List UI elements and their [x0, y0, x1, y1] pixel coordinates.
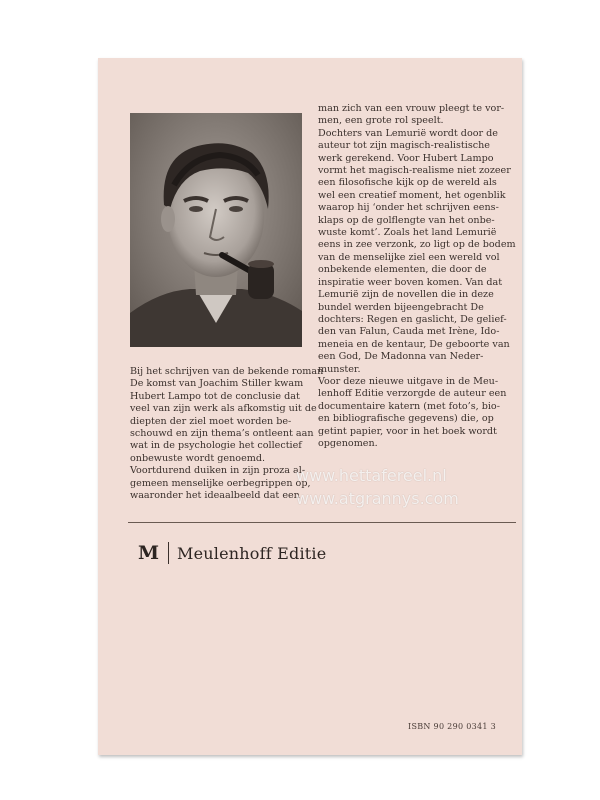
- watermark-text: www.atgrannys.com: [296, 489, 459, 508]
- text-line: een filosofische kijk op de wereld als: [318, 177, 497, 189]
- left-text-column: [130, 366, 324, 502]
- right-text-column: [318, 103, 516, 450]
- text-line: vormt het magisch-realisme niet zozeer: [318, 165, 511, 177]
- book-back-cover: [98, 58, 522, 755]
- publisher-logo: M: [138, 542, 160, 564]
- text-line: onbekende elementen, die door de: [318, 264, 487, 276]
- text-line: lenhoff Editie verzorgde de auteur een: [318, 388, 507, 400]
- text-line: Dochters van Lemurië wordt door de: [318, 127, 498, 139]
- text-line: eens in zee verzonk, zo ligt op de bodem: [318, 239, 516, 251]
- text-line: Bij het schrijven van de bekende roman: [130, 366, 324, 377]
- text-line: Voor deze nieuwe uitgave in de Meu-: [318, 375, 499, 387]
- watermark-text: www.hettafereel.nl: [296, 466, 447, 485]
- text-line: auteur tot zijn magisch-realistische: [318, 140, 490, 152]
- text-line: wat in de psychologie het collectief: [130, 440, 302, 452]
- brand-separator: [168, 542, 169, 564]
- text-line: man zich van een vrouw pleegt te vor-: [318, 103, 505, 114]
- isbn-number: ISBN 90 290 0341 3: [408, 722, 496, 731]
- text-line: Hubert Lampo tot de conclusie dat: [130, 390, 300, 402]
- text-line: een God, De Madonna van Neder-: [318, 351, 484, 363]
- text-line: diepten der ziel moet worden be-: [130, 415, 292, 427]
- text-line: opgenomen.: [318, 437, 378, 449]
- series-name: Meulenhoff Editie: [177, 543, 327, 563]
- divider-rule: [128, 522, 516, 523]
- text-line: men, een grote rol speelt.: [318, 115, 444, 127]
- publisher-brand: [138, 538, 326, 568]
- text-line: werk gerekend. Voor Hubert Lampo: [318, 152, 494, 164]
- text-line: van de menselijke ziel een wereld vol: [318, 251, 500, 263]
- author-photo: [130, 113, 302, 347]
- text-line: meneia en de kentaur, De geboorte van: [318, 338, 510, 350]
- text-line: munster.: [318, 363, 361, 375]
- text-line: waaronder het ideaalbeeld dat een: [130, 490, 300, 502]
- text-line: schouwd en zijn thema’s ontleent aan: [130, 428, 314, 440]
- text-line: gemeen menselijke oerbegrippen op,: [130, 477, 311, 489]
- text-line: onbewuste wordt genoemd.: [130, 452, 266, 464]
- text-line: De komst van Joachim Stiller kwam: [130, 378, 304, 390]
- text-line: waarop hij ‘onder het schrijven eens-: [318, 202, 499, 214]
- text-line: en bibliografische gegevens) die, op: [318, 413, 494, 425]
- text-line: documentaire katern (met foto’s, bio-: [318, 400, 500, 412]
- text-line: bundel werden bijeengebracht De: [318, 301, 484, 313]
- text-line: den van Falun, Cauda met Irène, Ido-: [318, 326, 500, 338]
- text-line: wuste komt’. Zoals het land Lemurië: [318, 227, 497, 239]
- text-line: wel een creatief moment, het ogenblik: [318, 189, 506, 201]
- text-line: getint papier, voor in het boek wordt: [318, 425, 497, 437]
- text-line: Lemurië zijn de novellen die in deze: [318, 289, 494, 301]
- text-line: inspiratie weer boven komen. Van dat: [318, 276, 503, 288]
- text-line: dochters: Regen en gaslicht, De gelief-: [318, 313, 507, 325]
- text-line: veel van zijn werk als afkomstig uit de: [130, 403, 317, 415]
- text-line: klaps op de golflengte van het onbe-: [318, 214, 495, 226]
- text-line: Voortdurend duiken in zijn proza al-: [130, 465, 306, 477]
